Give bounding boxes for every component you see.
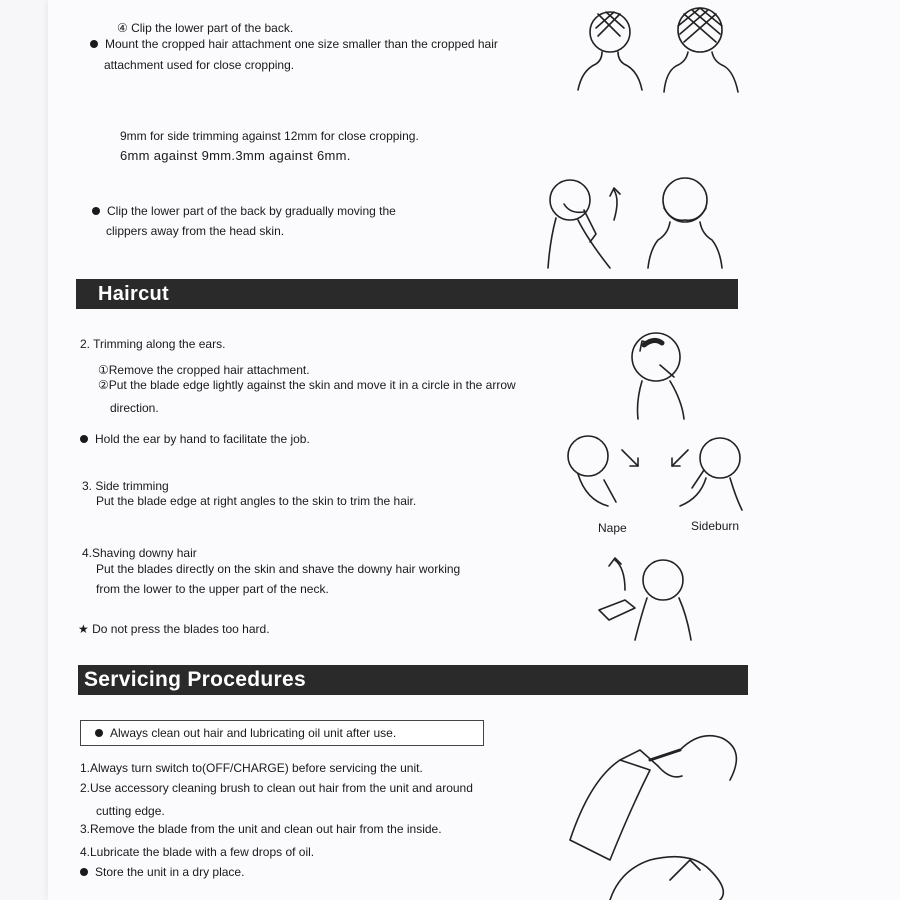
bullet-mount-attachment-cont: attachment used for close cropping. [104, 58, 295, 72]
warning-do-not-press: ★ Do not press the blades too hard. [78, 622, 270, 636]
notice-text: Always clean out hair and lubricating oil unit after use. [95, 726, 396, 740]
trimming-ears-step-2-cont: direction. [110, 401, 159, 415]
bullet-mount-attachment: Mount the cropped hair attachment one size smaller than the cropped hair [90, 36, 498, 52]
sizes-line-2: 6mm against 9mm.3mm against 6mm. [120, 148, 351, 163]
servicing-item-4: 4.Lubricate the blade with a few drops of oil. [80, 845, 315, 859]
servicing-procedures-heading: Servicing Procedures [78, 665, 748, 695]
bullet-hold-ear: Hold the ear by hand to facilitate the job. [80, 431, 310, 447]
trimming-ears-title: 2. Trimming along the ears. [80, 337, 226, 351]
sizes-line-1: 9mm for side trimming against 12mm for close cropping. [120, 129, 419, 143]
haircut-heading: Haircut [76, 279, 738, 309]
bullet-clip-back-cont: clippers away from the head skin. [106, 224, 285, 238]
cleaning-clipper-illustration [550, 720, 760, 900]
servicing-item-1: 1.Always turn switch to(OFF/CHARGE) before servicing the unit. [80, 761, 423, 775]
trimming-ears-step-2: ②Put the blade edge lightly against the skin and move it in a circle in the arrow [98, 378, 516, 392]
notice-box [80, 720, 484, 746]
clipping-back-illustration [540, 170, 730, 270]
servicing-item-2-cont: cutting edge. [96, 804, 165, 818]
servicing-item-3: 3.Remove the blade from the unit and clean out hair from the inside. [80, 822, 442, 836]
sideburn-label: Sideburn [691, 519, 740, 533]
ear-trimming-illustration [620, 325, 695, 420]
shaving-downy-title: 4.Shaving downy hair [82, 546, 197, 560]
back-of-head-illustration [572, 0, 752, 95]
servicing-item-2: 2.Use accessory cleaning brush to clean out hair from the unit and around [80, 781, 473, 795]
side-trimming-title: 3. Side trimming [82, 479, 169, 493]
servicing-item-store: Store the unit in a dry place. [80, 864, 244, 880]
bullet-clip-back: Clip the lower part of the back by gradually moving the [92, 203, 396, 219]
step-clip-lower-back: ④ Clip the lower part of the back. [117, 21, 294, 35]
nape-label: Nape [598, 521, 627, 535]
shaving-neck-illustration [595, 550, 705, 645]
nape-sideburn-illustration [560, 430, 750, 525]
side-trimming-text: Put the blade edge at right angles to the skin to trim the hair. [96, 494, 417, 508]
shaving-downy-line-1: Put the blades directly on the skin and shave the downy hair working [96, 562, 461, 576]
trimming-ears-step-1: ①Remove the cropped hair attachment. [98, 363, 310, 377]
shaving-downy-line-2: from the lower to the upper part of the neck. [96, 582, 329, 596]
